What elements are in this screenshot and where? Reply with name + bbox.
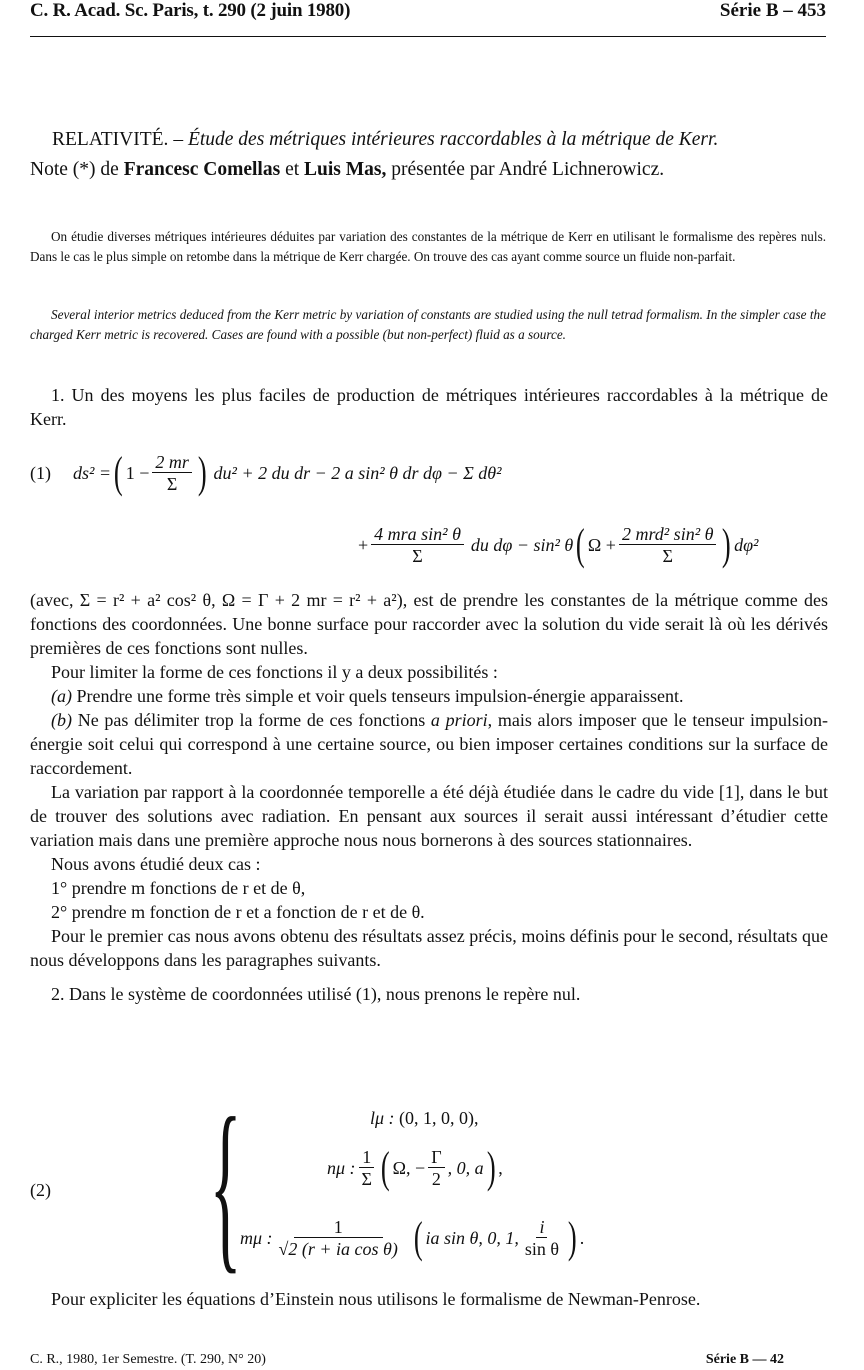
fraction-1-sqrt2 <box>276 1217 401 1260</box>
n-vector-label: nμ : <box>327 1157 356 1178</box>
right-paren: ) <box>486 1143 496 1192</box>
l-vector-label: lμ : <box>370 1108 395 1128</box>
fraction-2mr-sigma <box>152 452 192 495</box>
frac-num: 2 mrd² sin² θ <box>619 524 716 545</box>
field-label: RELATIVITÉ. <box>52 129 169 150</box>
paragraph-two-cases <box>30 852 828 876</box>
section-2-intro-text: 2. Dans le système de coordonnées utilisé (1), nous prenons le repère nul. <box>51 984 581 1004</box>
frac-den: √2 (r + ia cos θ) <box>278 1238 398 1259</box>
one-minus: 1 − <box>125 462 150 483</box>
option-b-text-1: Ne pas délimiter trop la forme de ces fonctions <box>72 710 431 730</box>
footer-citation: C. R., 1980, 1er Semestre. (T. 290, N° 20) <box>30 1352 266 1367</box>
section-1-body <box>30 588 828 1006</box>
option-b-label: (b) <box>51 710 72 730</box>
frac-den: Σ <box>166 473 178 494</box>
m-vector-label: mμ : <box>240 1227 273 1248</box>
journal-header: C. R. Acad. Sc. Paris, t. 290 (2 juin 1980) <box>30 0 351 21</box>
equation-1-end: dφ² <box>734 534 759 555</box>
frac-num: 1 <box>294 1217 383 1238</box>
n-end: , <box>498 1157 503 1178</box>
paragraph-after-eq1: (avec, Σ = r² + a² cos² θ, Ω = Γ + 2 mr = r² + a²), est de prendre les constantes de la métrique comme des fonctions des coordonnées. Une bonne surface pour raccorder avec la solution du vide serait là où les dérivés premières de ces fonctions sont nulles. <box>30 590 828 658</box>
fraction-1-sigma <box>359 1147 375 1190</box>
author-1: Francesc Comellas <box>123 159 281 180</box>
l-vector-value: (0, 1, 0, 0), <box>399 1108 479 1128</box>
right-paren: ) <box>722 520 732 569</box>
abstract-french-text: On étudie diverses métriques intérieures déduites par variation des constantes de la métrique de Kerr en utilisant le formalisme des repères nuls. Dans le cas le plus simple on retombe dans la métrique de Kerr chargée. On trouve des cas ayant comme source un fluide non-parfait. <box>30 229 826 264</box>
a-priori: a priori <box>430 710 488 730</box>
and-text: et <box>280 159 305 180</box>
m-rest: ia sin θ, 0, 1, <box>425 1227 519 1248</box>
m-end: . <box>579 1227 585 1248</box>
abstract-english-text: Several interior metrics deduced from the Kerr metric by variation of constants are studied using the null tetrad formalism. In the simpler case the charged Kerr metric is recovered. Cases are found with a possible (but non-perfect) fluid as a source. <box>30 307 826 342</box>
curly-brace: { <box>209 1080 242 1290</box>
frac-num: i <box>536 1217 547 1238</box>
option-a <box>30 684 828 708</box>
results-text: Pour le premier cas nous avons obtenu des résultats assez précis, moins définis pour le second, résultats que nous développons dans les paragraphes suivants. <box>30 926 828 970</box>
left-paren: ( <box>380 1143 390 1192</box>
option-b <box>30 708 828 780</box>
n-rest: , 0, a <box>447 1157 484 1178</box>
case-2 <box>30 900 828 924</box>
fraction-gamma-2 <box>428 1147 444 1190</box>
abstract-french <box>30 227 826 266</box>
equation-1-mid-terms: du dφ − sin² θ <box>470 534 574 555</box>
right-paren: ) <box>567 1213 577 1262</box>
section-1-intro <box>30 383 828 431</box>
right-paren: ) <box>197 448 207 497</box>
plus-sign: + <box>358 534 369 555</box>
frac-num: 4 mra sin² θ <box>371 524 464 545</box>
equation-2-m <box>240 1208 584 1268</box>
case-1 <box>30 876 828 900</box>
frac-num: 1 <box>359 1147 374 1168</box>
limit-text: Pour limiter la forme de ces fonctions il y a deux possibilités : <box>51 662 498 682</box>
dash: – <box>168 129 188 150</box>
article-title <box>30 125 830 185</box>
equation-1-line-2 <box>358 515 758 575</box>
left-paren: ( <box>413 1213 423 1262</box>
left-paren: ( <box>576 520 585 569</box>
paragraph-limit <box>30 660 828 684</box>
equation-1-lhs: ds² = <box>73 462 112 483</box>
section-2-intro <box>30 982 828 1006</box>
left-paren: ( <box>113 448 123 497</box>
two-cases-text: Nous avons étudié deux cas : <box>51 854 261 874</box>
section-1-intro-text: 1. Un des moyens les plus faciles de production de métriques intérieures raccordables à la métrique de Kerr. <box>30 385 828 429</box>
n-omega: Ω, − <box>392 1157 426 1178</box>
case-1-text: 1° prendre m fonctions de r et de θ, <box>51 878 306 898</box>
option-a-text: Prendre une forme très simple et voir quels tenseurs impulsion-énergie apparaissent. <box>72 686 684 706</box>
closing-text: Pour expliciter les équations d’Einstein nous utilisons le formalisme de Newman-Penrose. <box>51 1289 701 1309</box>
fraction-2mrd <box>619 524 716 567</box>
paragraph-results <box>30 924 828 972</box>
series-page-number: Série B – 453 <box>719 0 826 21</box>
equation-1-line-1 <box>30 448 502 498</box>
omega-plus: Ω + <box>587 534 616 555</box>
option-b-text-2: , mais alors imposer que le tenseur impulsion-énergie soit celui qui correspond à une certaine source, ou bien imposer certaines conditions sur la surface de raccordement. <box>30 710 828 778</box>
presented-by: présentée par André Lichnerowicz. <box>386 159 665 180</box>
equation-2-n <box>327 1140 503 1196</box>
header-rule <box>30 36 826 37</box>
footer-series: Série B — 42 <box>705 1352 784 1367</box>
equation-2-l <box>370 1108 479 1129</box>
variation-text: La variation par rapport à la coordonnée temporelle a été déjà étudiée dans le cadre du vide [1], dans le but de trouver des solutions avec radiation. En pensant aux sources il serait aussi intéressant d’étudier cette variation mais dans une première approche nous nous bornerons à des sources stationnaires. <box>30 782 828 850</box>
subject-title: Étude des métriques intérieures raccordables à la métrique de Kerr. <box>187 129 719 150</box>
case-2-text: 2° prendre m fonction de r et a fonction de r et de θ. <box>51 902 425 922</box>
frac-den: Σ <box>412 545 423 566</box>
fraction-i-sin <box>522 1217 562 1260</box>
frac-den: 2 <box>431 1168 441 1189</box>
frac-den: Σ <box>662 545 673 566</box>
frac-num: 2 mr <box>152 452 192 473</box>
frac-den: Σ <box>361 1168 373 1189</box>
option-a-label: (a) <box>51 686 72 706</box>
equation-1-label: (1) <box>30 462 51 483</box>
author-2: Luis Mas, <box>304 159 387 180</box>
frac-den: sin θ <box>524 1238 560 1259</box>
frac-num: Γ <box>428 1147 444 1168</box>
note-prefix: Note (*) de <box>30 159 124 180</box>
equation-2-label: (2) <box>30 1180 51 1200</box>
fraction-4mra <box>371 524 464 567</box>
equation-1-terms: du² + 2 du dr − 2 a sin² θ dr dφ − Σ dθ² <box>213 462 502 483</box>
paragraph-variation <box>30 780 828 852</box>
closing-paragraph <box>30 1287 828 1311</box>
abstract-english <box>30 305 826 344</box>
